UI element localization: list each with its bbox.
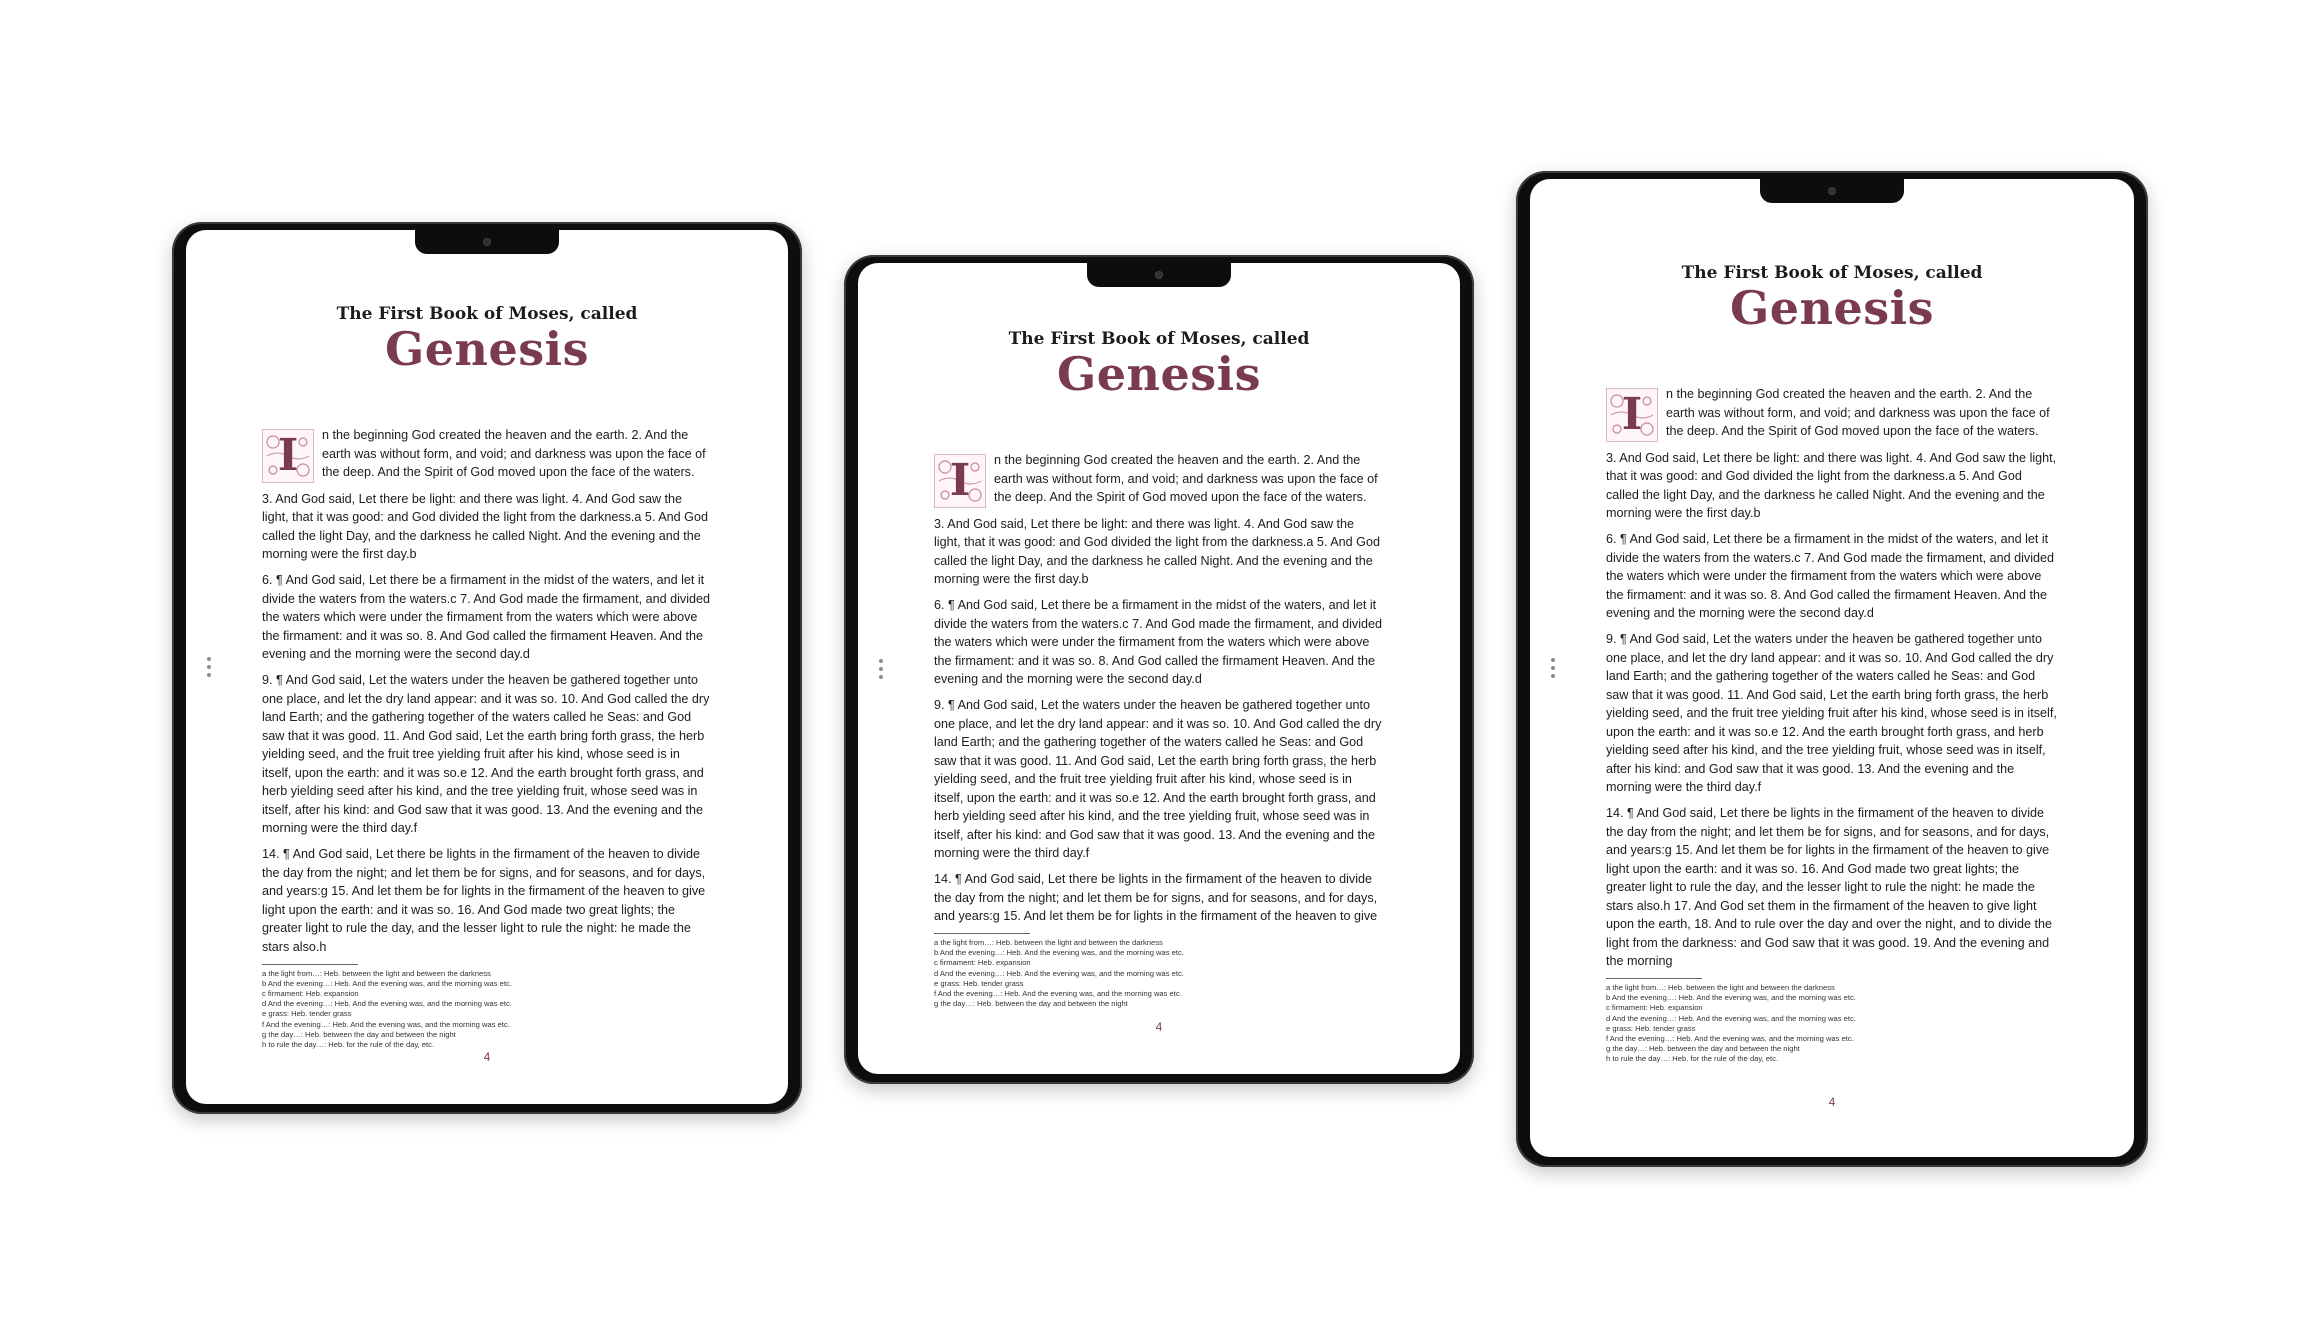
footnote-divider	[262, 964, 358, 965]
tablet-left	[172, 222, 802, 1114]
verse-paragraph: 9. ¶ And God said, Let the waters under the heaven be gathered together unto one place, and let the dry land appear: and it was so. 10. And God called the dry land Earth; and the gathering together of the waters called he Seas: and God saw that it was good. 11. And God said, Let the earth bring forth grass, the herb yielding seed, and the fruit tree yielding fruit after his kind, whose seed is in itself, upon the earth: and it was so.e 12. And the earth brought forth grass, and herb yielding seed after his kind, and the tree yielding fruit, whose seed was in itself, after his kind: and God saw that it was good. 13. And the evening and the morning were the third day.f	[934, 698, 1382, 860]
tablet-screen	[1530, 179, 2134, 1157]
drop-cap-letter: I	[277, 430, 299, 481]
camera-notch	[1760, 179, 1904, 203]
footnote: c firmament: Heb. expansion	[934, 958, 1031, 968]
scripture-text	[1606, 385, 2058, 971]
verse-paragraph: 6. ¶ And God said, Let there be a firmament in the midst of the waters, and let it divide the waters from the waters.c 7. And God made the firmament, and divided the waters which were under the firmament from the waters which were above the firmament: and it was so. 8. And God called the firmament Heaven. And the evening and the morning were the second day.d	[934, 598, 1383, 686]
drop-cap-letter: I	[949, 455, 971, 506]
footnote: f And the evening…: Heb. And the evening was, and the morning was etc.	[934, 989, 1182, 999]
tablet-screen	[858, 263, 1460, 1074]
footnote: a the light from…: Heb. between the light and between the darkness	[262, 968, 491, 978]
footnote: b And the evening…: Heb. And the evening was, and the morning was etc.	[1606, 993, 1856, 1003]
tablet-right	[1516, 171, 2148, 1167]
footnote: a the light from…: Heb. between the light and between the darkness	[934, 938, 1163, 947]
footnote: e grass: Heb. tender grass	[1606, 1023, 1696, 1033]
verse-paragraph	[934, 451, 1384, 507]
paragraph-text: n the beginning God created the heaven and the earth. 2. And the earth was without form, and void; and darkness was upon the face of the deep. And the Spirit of God moved upon the face of the waters.	[1666, 387, 2050, 438]
book-page	[934, 329, 1384, 1009]
camera-icon	[1155, 271, 1163, 279]
page-number: 4	[483, 1050, 491, 1064]
footnotes	[1606, 983, 2058, 1065]
footnote: e grass: Heb. tender grass	[262, 1009, 352, 1019]
drag-handle[interactable]	[879, 659, 883, 679]
verse-paragraph	[1606, 385, 2058, 441]
scripture-text	[262, 426, 712, 956]
footnote-divider	[1606, 978, 1702, 979]
footnote: g the day…: Heb. between the day and between the night	[262, 1029, 456, 1039]
verse-paragraph: 14. ¶ And God said, Let there be lights in the firmament of the heaven to divide the day from the night; and let them be for signs, and for seasons, and for days, and years:g 15. And let them be for lights in the firmament of the heaven to give	[934, 872, 1378, 923]
drop-cap-initial	[1606, 388, 1658, 442]
verse-paragraph: 6. ¶ And God said, Let there be a firmament in the midst of the waters, and let it divide the waters from the waters.c 7. And God made the firmament, and divided the waters which were under the firmament from the waters which were above the firmament: and it was so. 8. And God called the firmament Heaven. And the evening and the morning were the second day.d	[1606, 532, 2055, 620]
verse-paragraph	[262, 426, 712, 482]
verse-paragraph: 3. And God said, Let there be light: and there was light. 4. And God saw the light, that it was good: and God divided the light from the darkness.a 5. And God called the light Day, and the darkness he called Night. And the evening and the morning were the first day.b	[262, 491, 708, 561]
footnote: b And the evening…: Heb. And the evening was, and the morning was etc.	[934, 948, 1184, 958]
drop-cap-initial	[934, 454, 986, 508]
footnote: g the day…: Heb. between the day and between the night	[1606, 1044, 1800, 1054]
book-subtitle: The First Book of Moses, called	[1008, 329, 1310, 349]
book-subtitle: The First Book of Moses, called	[1681, 263, 1983, 283]
footnote: g the day…: Heb. between the day and between the night	[934, 999, 1128, 1009]
title-block	[262, 304, 712, 374]
footnotes	[934, 938, 1384, 1009]
camera-notch	[415, 230, 559, 254]
book-subtitle: The First Book of Moses, called	[336, 304, 638, 324]
footnote: b And the evening…: Heb. And the evening was, and the morning was etc.	[262, 978, 512, 988]
verse-paragraph: 3. And God said, Let there be light: and there was light. 4. And God saw the light, that it was good: and God divided the light from the darkness.a 5. And God called the light Day, and the darkness he called Night. And the evening and the morning were the first day.b	[1606, 450, 2057, 520]
scripture-text	[934, 451, 1384, 926]
footnote: d And the evening…: Heb. And the evening was, and the morning was etc.	[1606, 1013, 1856, 1023]
paragraph-text: n the beginning God created the heaven and the earth. 2. And the earth was without form, and void; and darkness was upon the face of the deep. And the Spirit of God moved upon the face of the waters.	[994, 453, 1378, 504]
footnote-divider	[934, 933, 1030, 934]
book-page	[262, 304, 712, 1050]
camera-notch	[1087, 263, 1231, 287]
verse-paragraph: 14. ¶ And God said, Let there be lights in the firmament of the heaven to divide the day from the night; and let them be for signs, and for seasons, and for days, and years:g 15. And let them be for lights in the firmament of the heaven to give light upon the earth: and it was so. 16. And God made two great lights; the greater light to rule the day, and the lesser light to rule the night: he made the stars also.h	[262, 847, 706, 954]
footnote: d And the evening…: Heb. And the evening was, and the morning was etc.	[934, 968, 1184, 978]
tablet-screen	[186, 230, 788, 1104]
footnotes	[262, 969, 712, 1051]
footnote: h to rule the day…: Heb. for the rule of the day, etc.	[1606, 1054, 1779, 1064]
verse-paragraph: 9. ¶ And God said, Let the waters under the heaven be gathered together unto one place, and let the dry land appear: and it was so. 10. And God called the dry land Earth; and the gathering together of the waters called he Seas: and God saw that it was good. 11. And God said, Let the earth bring forth grass, the herb yielding seed, and the fruit tree yielding fruit after his kind, whose seed is in itself, upon the earth: and it was so.e 12. And the earth brought forth grass, and herb yielding seed after his kind, and the tree yielding fruit, whose seed was in itself, after his kind: and God saw that it was good. 13. And the evening and the morning were the third day.f	[262, 673, 710, 835]
drop-cap-letter: I	[1621, 389, 1643, 440]
camera-icon	[1828, 187, 1836, 195]
paragraph-text: n the beginning God created the heaven and the earth. 2. And the earth was without form, and void; and darkness was upon the face of the deep. And the Spirit of God moved upon the face of the waters.	[322, 428, 706, 479]
footnote: f And the evening…: Heb. And the evening was, and the morning was etc.	[262, 1019, 510, 1029]
book-title: Genesis	[384, 322, 590, 376]
verse-paragraph: 14. ¶ And God said, Let there be lights in the firmament of the heaven to divide the day from the night; and let them be for signs, and for seasons, and for days, and years:g 15. And let them be for lights in the firmament of the heaven to give light upon the earth: and it was so. 16. And God made two great lights; the greater light to rule the day, and the lesser light to rule the night: he made the stars also.h 17. And God set them in the firmament of the heaven to give light upon the earth, 18. And to rule over the day and over the night, and to divide the light from the darkness: and God saw that it was good. 19. And the evening and the morning	[1606, 806, 2052, 968]
drag-handle[interactable]	[207, 657, 211, 677]
verse-paragraph: 9. ¶ And God said, Let the waters under the heaven be gathered together unto one place, and let the dry land appear: and it was so. 10. And God called the dry land Earth; and the gathering together of the waters called he Seas: and God saw that it was good. 11. And God said, Let the earth bring forth grass, the herb yielding seed, and the fruit tree yielding fruit after his kind, whose seed is in itself, upon the earth: and it was so.e 12. And the earth brought forth grass, and herb yielding seed after his kind, and the tree yielding fruit, whose seed was in itself, after his kind: and God saw that it was good. 13. And the evening and the morning were the third day.f	[1606, 632, 2057, 794]
footnote: d And the evening…: Heb. And the evening was, and the morning was etc.	[262, 999, 512, 1009]
verse-paragraph: 6. ¶ And God said, Let there be a firmament in the midst of the waters, and let it divide the waters from the waters.c 7. And God made the firmament, and divided the waters which were under the firmament from the waters which were above the firmament: and it was so. 8. And God called the firmament Heaven. And the evening and the morning were the second day.d	[262, 573, 711, 661]
footnote: a the light from…: Heb. between the light and between the darkness	[1606, 983, 1835, 992]
page-number: 4	[1828, 1095, 1836, 1109]
drop-cap-initial	[262, 429, 314, 483]
book-page	[1606, 263, 2058, 1065]
drag-handle[interactable]	[1551, 658, 1555, 678]
footnote: f And the evening…: Heb. And the evening was, and the morning was etc.	[1606, 1034, 1854, 1044]
title-block	[934, 329, 1384, 399]
book-title: Genesis	[1729, 281, 1935, 335]
verse-paragraph: 3. And God said, Let there be light: and there was light. 4. And God saw the light, that it was good: and God divided the light from the darkness.a 5. And God called the light Day, and the darkness he called Night. And the evening and the morning were the first day.b	[934, 516, 1380, 586]
page-number: 4	[1155, 1020, 1163, 1034]
footnote: c firmament: Heb. expansion	[1606, 1003, 1703, 1013]
footnote: c firmament: Heb. expansion	[262, 988, 359, 998]
footnote: e grass: Heb. tender grass	[934, 978, 1024, 988]
tablet-middle	[844, 255, 1474, 1084]
camera-icon	[483, 238, 491, 246]
title-block	[1606, 263, 2058, 333]
book-title: Genesis	[1056, 347, 1262, 401]
footnote: h to rule the day…: Heb. for the rule of the day, etc.	[262, 1039, 435, 1049]
